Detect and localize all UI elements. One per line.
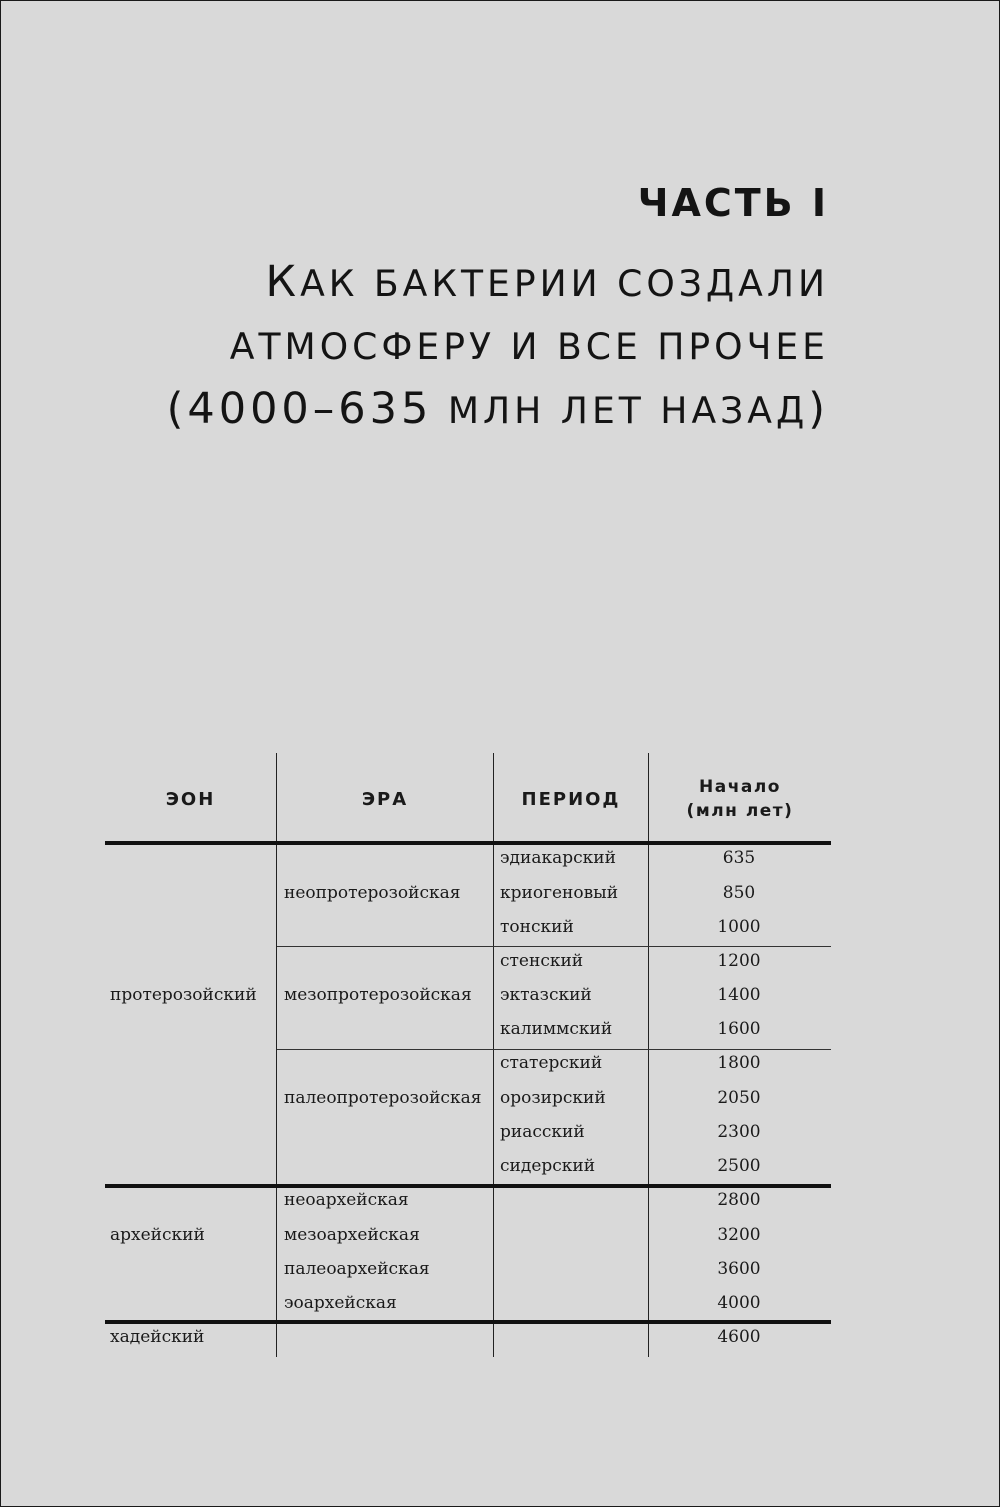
era-cell: эоархейская bbox=[284, 1293, 397, 1313]
start-cell: 4600 bbox=[717, 1327, 761, 1347]
start-cell: 635 bbox=[722, 848, 756, 868]
header-start-line-1: Начало bbox=[699, 777, 781, 797]
title-range: 4000–635 bbox=[187, 384, 433, 434]
start-cell: 1800 bbox=[717, 1053, 761, 1073]
start-cell: 1600 bbox=[717, 1019, 761, 1039]
title-paren-close: ) bbox=[808, 384, 829, 434]
title-line-2: АТМОСФЕРУ И ВСЕ ПРОЧЕЕ bbox=[229, 325, 829, 368]
title-paren-open: ( bbox=[166, 384, 188, 434]
period-cell: криогеновый bbox=[500, 883, 619, 903]
title-line-3 bbox=[69, 378, 829, 442]
header-rule bbox=[105, 841, 831, 845]
part-title bbox=[69, 251, 829, 442]
header-eon: ЭОН bbox=[165, 789, 216, 810]
start-cell: 2800 bbox=[717, 1190, 761, 1210]
period-cell: тонский bbox=[500, 917, 574, 937]
period-cell: риасский bbox=[500, 1122, 585, 1142]
era-cell: мезоархейская bbox=[284, 1225, 420, 1245]
era-cell: неоархейская bbox=[284, 1190, 409, 1210]
era-cell: неопротерозойская bbox=[284, 883, 461, 903]
title-line-1-text: АК БАКТЕРИИ СОЗДАЛИ bbox=[300, 262, 829, 305]
era-rule bbox=[277, 1049, 831, 1050]
eon-cell: протерозойский bbox=[110, 985, 257, 1005]
start-cell: 4000 bbox=[717, 1293, 761, 1313]
geologic-timescale-table bbox=[105, 753, 831, 1357]
part-label: ЧАСТЬ I bbox=[637, 181, 829, 225]
eon-rule bbox=[105, 1184, 831, 1188]
header-start-line-2: (млн лет) bbox=[686, 801, 794, 821]
header-era: ЭРА bbox=[361, 789, 409, 810]
header-period: ПЕРИОД bbox=[521, 789, 621, 810]
start-cell: 1200 bbox=[717, 951, 761, 971]
start-cell: 1400 bbox=[717, 985, 761, 1005]
period-cell: эктазский bbox=[500, 985, 592, 1005]
start-cell: 2300 bbox=[717, 1122, 761, 1142]
period-cell: калиммский bbox=[500, 1019, 613, 1039]
period-cell: статерский bbox=[500, 1053, 603, 1073]
start-cell: 3200 bbox=[717, 1225, 761, 1245]
eon-cell: хадейский bbox=[110, 1327, 205, 1347]
header-start bbox=[649, 775, 831, 823]
start-cell: 850 bbox=[722, 883, 756, 903]
start-cell: 1000 bbox=[717, 917, 761, 937]
era-cell: палеопротерозойская bbox=[284, 1088, 482, 1108]
era-cell: мезопротерозойская bbox=[284, 985, 472, 1005]
era-cell: палеоархейская bbox=[284, 1259, 430, 1279]
start-cell: 2050 bbox=[717, 1088, 761, 1108]
period-cell: стенский bbox=[500, 951, 584, 971]
period-cell: орозирский bbox=[500, 1088, 606, 1108]
era-rule bbox=[277, 946, 831, 947]
eon-rule bbox=[105, 1320, 831, 1324]
title-line-1 bbox=[69, 251, 829, 315]
title-line-3-text: МЛН ЛЕТ НАЗАД bbox=[432, 389, 809, 432]
start-cell: 3600 bbox=[717, 1259, 761, 1279]
period-cell: сидерский bbox=[500, 1156, 596, 1176]
eon-cell: архейский bbox=[110, 1225, 205, 1245]
title-initial: К bbox=[265, 257, 301, 307]
start-cell: 2500 bbox=[717, 1156, 761, 1176]
period-cell: эдиакарский bbox=[500, 848, 616, 868]
